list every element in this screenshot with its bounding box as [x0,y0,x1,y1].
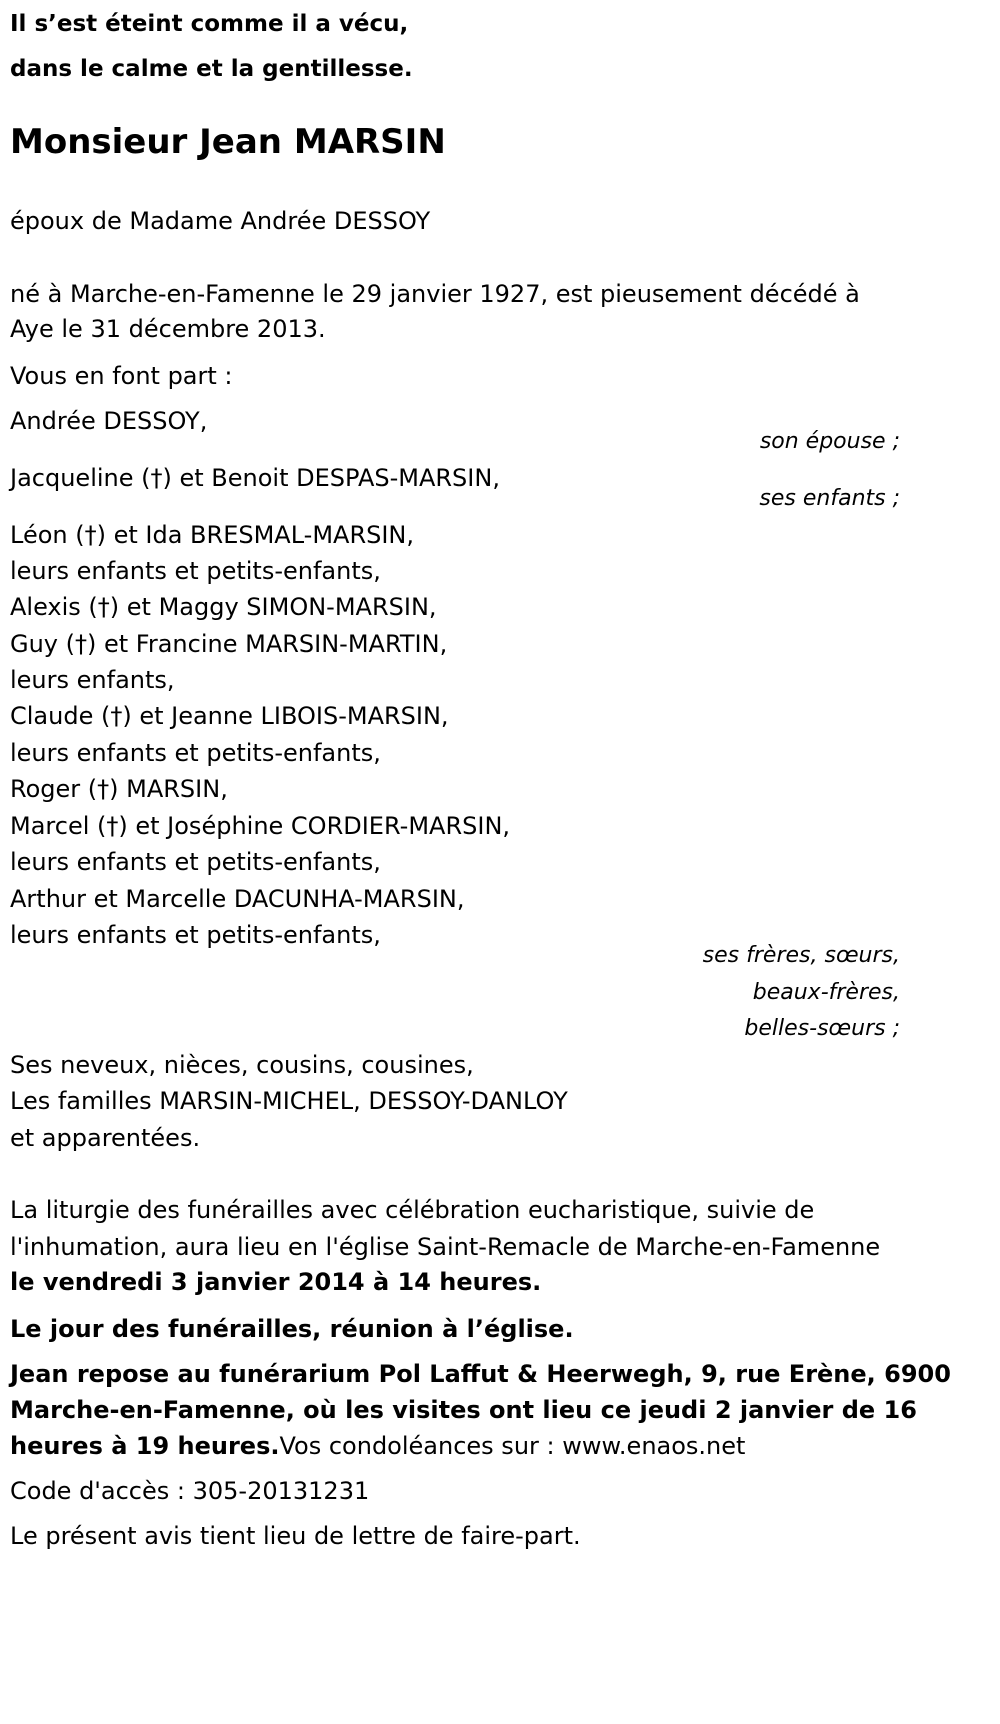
condolences-text: Vos condoléances sur : www.enaos.net [279,1432,746,1460]
repose-line-3 [10,1431,745,1461]
family-children-role: ses enfants ; [759,486,900,511]
sibling-line: Alexis (†) et Maggy SIMON-MARSIN, [10,593,437,621]
sibling-line: leurs enfants et petits-enfants, [10,557,381,585]
sibling-line: leurs enfants et petits-enfants, [10,921,381,949]
family-spouse-role: son épouse ; [759,429,900,454]
siblings-role-line: ses frères, sœurs, [702,943,900,968]
others-line: Ses neveux, nièces, cousins, cousines, [10,1051,474,1079]
ceremony-line-1: La liturgie des funérailles avec célébration eucharistique, suivie de [10,1196,815,1224]
ceremony-date: le vendredi 3 janvier 2014 à 14 heures. [10,1268,542,1296]
sibling-line: Roger (†) MARSIN, [10,775,228,803]
ceremony-line-2: l'inhumation, aura lieu en l'église Saint-Remacle de Marche-en-Famenne [10,1233,881,1261]
deceased-name: Monsieur Jean MARSIN [10,122,446,162]
intro-line-1: Il s’est éteint comme il a vécu, [10,11,409,37]
sibling-line: leurs enfants et petits-enfants, [10,848,381,876]
repose-hours: heures à 19 heures. [10,1432,280,1460]
others-line: Les familles MARSIN-MICHEL, DESSOY-DANLOY [10,1087,568,1115]
others-line: et apparentées. [10,1124,201,1152]
family-children-name: Jacqueline (†) et Benoit DESPAS-MARSIN, [10,464,500,492]
intro-line-2: dans le calme et la gentillesse. [10,56,413,82]
sibling-line: Arthur et Marcelle DACUNHA-MARSIN, [10,885,465,913]
repose-line-1: Jean repose au funérarium Pol Laffut & Heerwegh, 9, rue Erène, 6900 [10,1360,951,1388]
sibling-line: leurs enfants et petits-enfants, [10,739,381,767]
closing-line: Le présent avis tient lieu de lettre de faire-part. [10,1522,581,1550]
sibling-line: leurs enfants, [10,666,175,694]
siblings-role-line: belles-sœurs ; [744,1016,900,1041]
birth-line-1: né à Marche-en-Famenne le 29 janvier 1927, est pieusement décédé à [10,280,860,308]
sibling-line: Léon (†) et Ida BRESMAL-MARSIN, [10,521,415,549]
sibling-line: Claude (†) et Jeanne LIBOIS-MARSIN, [10,702,449,730]
announce-line: Vous en font part : [10,362,233,390]
ceremony-meeting: Le jour des funérailles, réunion à l’église. [10,1315,574,1343]
family-spouse-name: Andrée DESSOY, [10,407,208,435]
siblings-role-line: beaux-frères, [752,980,900,1005]
repose-line-2: Marche-en-Famenne, où les visites ont lieu ce jeudi 2 janvier de 16 [10,1396,917,1424]
birth-line-2: Aye le 31 décembre 2013. [10,315,326,343]
sibling-line: Marcel (†) et Joséphine CORDIER-MARSIN, [10,812,511,840]
spouse-line: époux de Madame Andrée DESSOY [10,207,431,235]
sibling-line: Guy (†) et Francine MARSIN-MARTIN, [10,630,448,658]
access-code: Code d'accès : 305-20131231 [10,1477,370,1505]
